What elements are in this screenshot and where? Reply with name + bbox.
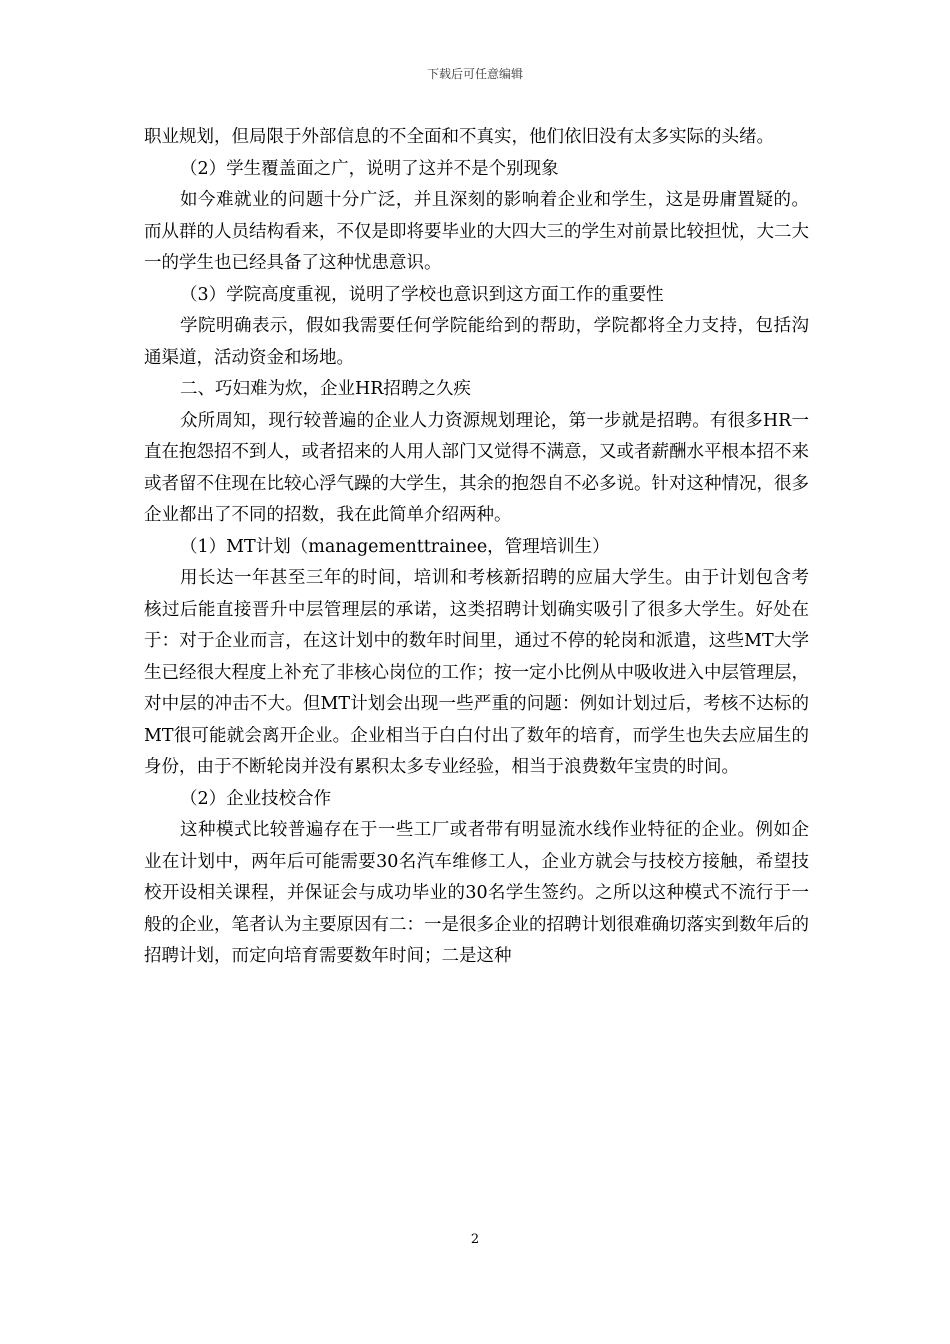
page-number: 2 [470,1232,480,1247]
paragraph-5: 学院明确表示，假如我需要任何学院能给到的帮助，学院都将全力支持，包括沟通渠道，活动资金和场地。 [144,316,809,368]
section-heading: 二、巧妇难为炊，企业HR招聘之久疾 [180,379,471,399]
paragraph-4-heading: （3）学院高度重视，说明了学校也意识到这方面工作的重要性 [180,284,664,305]
paragraph-10-heading: （2）企业技校合作 [180,788,332,809]
paragraph-1: 职业规划，但局限于外部信息的不全面和不真实，他们依旧没有太多实际的头绪。 [144,127,774,147]
page-header: 下载后可任意编辑 [426,67,523,81]
paragraph-8-heading: （1）MT计划（managementtrainee，管理培训生） [180,536,610,557]
paragraph-7: 众所周知，现行较普遍的企业人力资源规划理论，第一步就是招聘。有很多HR一直在抱怨招不到人，或者招来的人用人部门又觉得不满意，又或者薪酬水平根本招不来或者留不住现在比较心浮气躁的大学生，其余的抱怨自不必多说。针对这种情况，很多企业都出了不同的招数，我在此简单介绍两种。 [144,410,809,525]
document-body [144,122,809,973]
paragraph-3: 如今难就业的问题十分广泛，并且深刻的影响着企业和学生，这是毋庸置疑的。而从群的人员结构看来，不仅是即将要毕业的大四大三的学生对前景比较担忧，大二大一的学生也已经具备了这种忧患意识。 [144,190,809,273]
paragraph-9: 用长达一年甚至三年的时间，培训和考核新招聘的应届大学生。由于计划包含考核过后能直接晋升中层管理层的承诺，这类招聘计划确实吸引了很多大学生。好处在于：对于企业而言，在这计划中的数年时间里，通过不停的轮岗和派遣，这些MT大学生已经很大程度上补充了非核心岗位的工作；按一定小比例从中吸收进入中层管理层，对中层的冲击不大。但MT计划会出现一些严重的问题：例如计划过后，考核不达标的MT很可能就会离开企业。企业相当于白白付出了数年的培育，而学生也失去应届生的身份，由于不断轮岗并没有累积太多专业经验，相当于浪费数年宝贵的时间。 [144,568,809,777]
paragraph-2-heading: （2）学生覆盖面之广，说明了这并不是个别现象 [180,158,559,179]
paragraph-11: 这种模式比较普遍存在于一些工厂或者带有明显流水线作业特征的企业。例如企业在计划中，两年后可能需要30名汽车维修工人，企业方就会与技校方接触，希望技校开设相关课程，并保证会与成功毕业的30名学生签约。之所以这种模式不流行于一般的企业，笔者认为主要原因有二：一是很多企业的招聘计划很难确切落实到数年后的招聘计划，而定向培育需要数年时间；二是这种 [144,820,809,966]
